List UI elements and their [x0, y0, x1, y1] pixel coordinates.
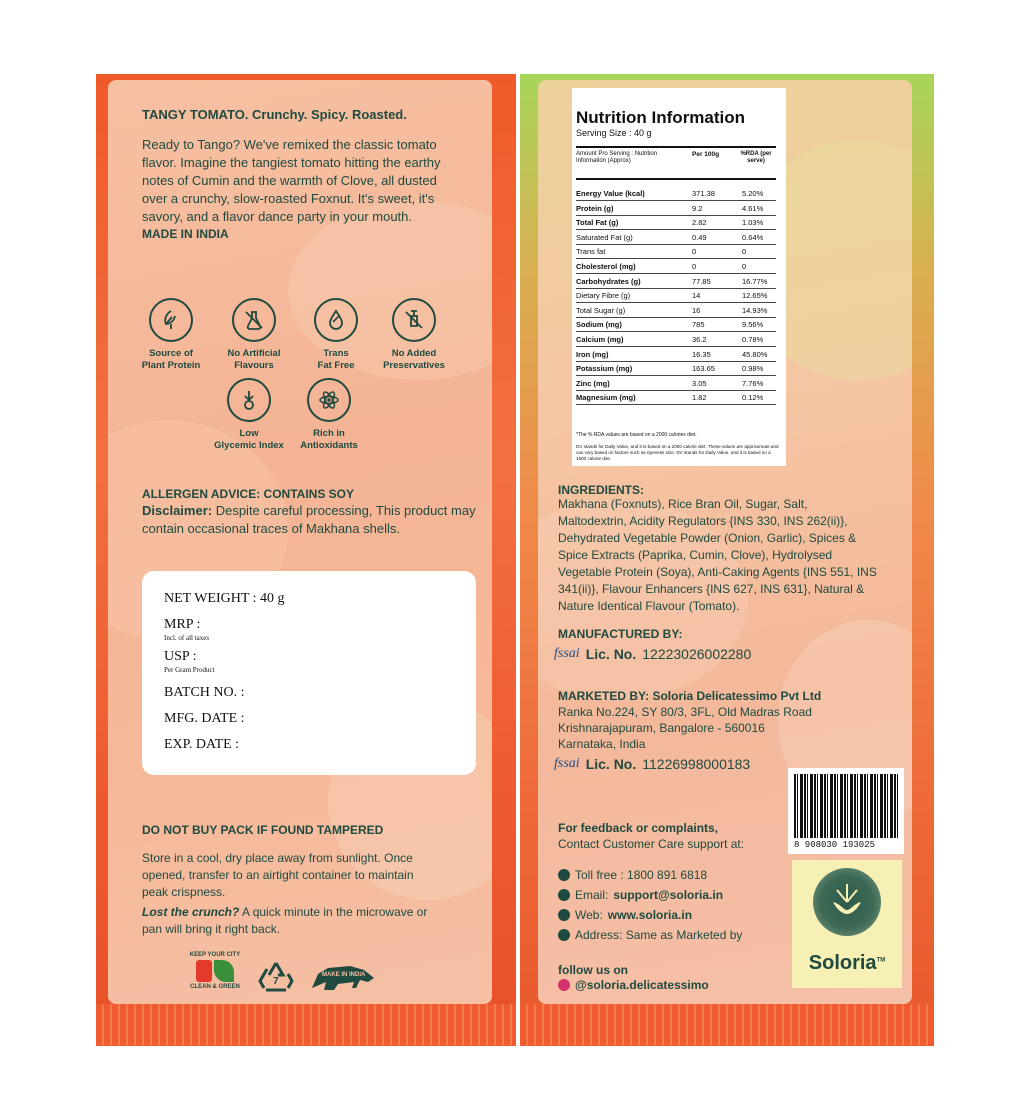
nutrition-row	[576, 230, 776, 245]
net-weight-box	[142, 571, 476, 775]
nutrient-rda: 1.03%	[742, 218, 764, 228]
feedback-line-1: For feedback or complaints,	[558, 821, 719, 835]
nutrient-name: Potassium (mg)	[576, 364, 633, 374]
phone-icon	[558, 869, 570, 881]
soloria-emblem-icon	[813, 868, 881, 936]
nutrition-row	[576, 274, 776, 289]
nutrient-rda: 45.80%	[742, 349, 768, 359]
nutrient-name: Protein (g)	[576, 203, 614, 213]
nutrient-rda: 0	[742, 247, 747, 257]
trans-fat-free-icon	[314, 298, 358, 342]
nutrition-row	[576, 244, 776, 259]
badge-no-preservatives: No Added Preservatives	[374, 298, 454, 372]
instagram-icon	[558, 979, 570, 991]
nutrition-footnote-1: *The % RDA values are based on a 2000 calories diet.	[576, 432, 697, 438]
ingredients-title: INGREDIENTS:	[558, 483, 645, 497]
disclaimer: Disclaimer: Despite careful processing, This product may contain occasional traces of Makhana shells.	[142, 503, 476, 536]
svg-text:7: 7	[273, 976, 279, 987]
instagram-row[interactable]: @soloria.delicatessimo	[558, 978, 709, 992]
clean-green-logo: KEEP YOUR CITY CLEAN & GREEN	[189, 952, 241, 990]
marketed-by: MARKETED BY: Soloria Delicatessimo Pvt Ltd	[558, 689, 822, 703]
description: Ready to Tango? We've remixed the classic tomato flavor. Imagine the tangiest tomato hitting the earthy notes of Cumin and the warmth of Clove, all dusted over a crunchy, slow-roasted Foxnut. It's sweet, it's savory, and a flavor dance party in your mouth.	[142, 137, 441, 224]
made-in-india-text: MADE IN INDIA	[142, 227, 229, 241]
nutrient-rda: 12.65%	[742, 291, 768, 301]
nutrient-rda: 0.98%	[742, 364, 764, 374]
address-row: Address: Same as Marketed by	[558, 928, 742, 942]
globe-icon	[558, 909, 570, 921]
fssai-logo: fssai	[554, 646, 580, 661]
nutrient-rda: 7.76%	[742, 378, 764, 388]
nutrition-footnote-2: DV stands for Daily Value, and it is based on a 2000 calorie diet. These values are approximate and can vary based on factors such as ripeness size. DV stands for Daily Value, and it is based on a 1500 calorie diet.	[576, 444, 779, 461]
left-card	[108, 80, 492, 1004]
nutrient-per100: 0.49	[692, 232, 707, 242]
nutrient-name: Iron (mg)	[576, 349, 609, 359]
nutrient-rda: 0	[742, 262, 747, 271]
nutrient-name: Energy Value (kcal)	[576, 189, 645, 198]
plant-protein-icon	[149, 298, 193, 342]
nutrient-name: Magnesium (mg)	[576, 393, 636, 403]
badge-trans-fat-free: Trans Fat Free	[296, 298, 376, 372]
nutrition-row	[576, 376, 776, 391]
soloria-logo-box	[792, 860, 902, 988]
nutrient-rda: 0.12%	[742, 393, 764, 403]
nutrition-row	[576, 215, 776, 230]
usp-label: USP :	[164, 649, 197, 664]
manufactured-by: MANUFACTURED BY:	[558, 627, 683, 641]
antioxidants-icon	[307, 378, 351, 422]
nutrient-rda: 4.61%	[742, 203, 764, 213]
badge-antioxidants: Rich in Antioxidants	[289, 378, 369, 452]
badge-low-glycemic: Low Glycemic Index	[209, 378, 289, 452]
nutrition-row	[576, 259, 776, 274]
nutrition-row	[576, 347, 776, 362]
fssai-license-1: fssai Lic. No. 12223026002280	[554, 646, 752, 662]
nutrient-name: Sodium (mg)	[576, 320, 622, 330]
nutrition-table	[572, 88, 786, 466]
nutrient-name: Dietary Fibre (g)	[576, 291, 631, 301]
allergen-advice: ALLERGEN ADVICE: CONTAINS SOY	[142, 487, 355, 501]
nutrition-row	[576, 361, 776, 376]
bottom-stripes	[520, 1004, 934, 1046]
serving-size: Serving Size : 40 g	[576, 128, 652, 138]
nutrient-per100: 9.2	[692, 203, 703, 213]
location-pin-icon	[558, 929, 570, 941]
no-artificial-flavours-icon	[232, 298, 276, 342]
barcode: 8 908030 193025	[788, 768, 904, 854]
nutrient-rda: 14.93%	[742, 305, 768, 315]
make-in-india-logo: MAKE IN INDIA	[308, 958, 378, 998]
nutrient-name: Total Fat (g)	[576, 218, 619, 228]
crunch-tip: Lost the crunch? A quick minute in the microwave or pan will bring it right back.	[142, 905, 428, 936]
nutrient-per100: 3.05	[692, 378, 707, 388]
badge-no-artificial-flavours: No Artificial Flavours	[214, 298, 294, 372]
storage-instructions: Store in a cool, dry place away from sunlight. Once opened, transfer to an airtight container to maintain peak crispness.	[142, 851, 414, 899]
nutrient-per100: 14	[692, 291, 701, 301]
nutrient-name: Cholesterol (mg)	[576, 262, 636, 271]
email-icon	[558, 889, 570, 901]
email-row[interactable]: Email: support@soloria.in	[558, 888, 723, 902]
nutrient-rda: 0.64%	[742, 232, 764, 242]
back-panel-left	[96, 74, 516, 1046]
nutrient-per100: 36.2	[692, 335, 707, 344]
tollfree-row: Toll free : 1800 891 6818	[558, 868, 707, 882]
nutrient-name: Total Sugar (g)	[576, 305, 626, 315]
low-glycemic-icon	[227, 378, 271, 422]
nutrient-name: Trans fat	[576, 247, 606, 257]
recycle-icon	[256, 958, 296, 998]
nutrient-per100: 163.65	[692, 364, 715, 374]
nutrient-per100: 785	[692, 320, 705, 330]
exp-date: EXP. DATE :	[164, 737, 240, 752]
nutrition-title: Nutrition Information	[576, 108, 746, 127]
nutrition-row	[576, 317, 776, 332]
address-line-1: Ranka No.224, SY 80/3, 3FL, Old Madras Road	[558, 705, 812, 719]
nutrient-per100: 2.82	[692, 218, 707, 228]
nutrient-rda: 9.56%	[742, 320, 764, 330]
ingredients: Makhana (Foxnuts), Rice Bran Oil, Sugar, Salt, Maltodextrin, Acidity Regulators {INS 330, INS 262(ii)}, Dehydrated Vegetable Powder (Onion, Garlic), Spices & Spice Extracts (Paprika, Cumin, Clove), Hydrolysed Vegetable Protein (Soya), Anti-Caking Agents {INS 551, INS 341(ii)}, Flavour Enhancers {INS 627, INS 631}, Natural & Nature Identical Flavour (Tomato).	[558, 497, 877, 613]
fssai-license-2: fssai Lic. No. 11226998000183	[554, 756, 751, 772]
back-panel-right	[520, 74, 934, 1046]
fssai-logo: fssai	[554, 756, 580, 771]
nutrient-rda: 0.78%	[742, 335, 764, 344]
batch-no: BATCH NO. :	[164, 685, 245, 700]
no-preservatives-icon	[392, 298, 436, 342]
brand-name: Soloria™	[808, 952, 886, 974]
barcode-bars	[794, 774, 898, 838]
nutrient-per100: 16.35	[692, 349, 711, 359]
nutrition-row	[576, 201, 776, 216]
nutrient-name: Saturated Fat (g)	[576, 232, 633, 242]
bottom-stripes	[96, 1004, 516, 1046]
nutrient-per100: 1.82	[692, 393, 707, 403]
nutrient-name: Carbohydrates (g)	[576, 276, 641, 286]
nutrient-per100: 77.85	[692, 276, 711, 286]
nutrition-row	[576, 303, 776, 318]
nutrient-per100: 0	[692, 262, 697, 271]
nutrition-row	[576, 288, 776, 303]
nutrition-row	[576, 390, 776, 405]
nutrient-name: Calcium (mg)	[576, 335, 624, 344]
nutrition-header: Amount Pro Serving : Nutrition Information (Approx) Per 100g %RDA (per serve)	[576, 146, 776, 180]
nutrient-per100: 0	[692, 247, 697, 257]
feedback-line-2: Contact Customer Care support at:	[558, 837, 745, 851]
tamper-warning: DO NOT BUY PACK IF FOUND TAMPERED	[142, 823, 384, 837]
net-weight: NET WEIGHT : 40 g	[164, 591, 285, 606]
nutrition-row	[576, 332, 776, 347]
nutrient-per100: 371.38	[692, 189, 715, 198]
mrp-sub: Incl. of all taxes	[164, 634, 210, 642]
address-line-3: Karnataka, India	[558, 737, 646, 751]
web-row[interactable]: Web: www.soloria.in	[558, 908, 692, 922]
nutrient-rda: 16.77%	[742, 276, 768, 286]
leaf-icon	[214, 960, 234, 982]
nutrient-name: Zinc (mg)	[576, 378, 610, 388]
usp-sub: Per Gram Product	[164, 666, 215, 674]
follow-us: follow us on	[558, 963, 628, 977]
nutrient-rda: 5.20%	[742, 189, 764, 198]
address-line-2: Krishnarajapuram, Bangalore - 560016	[558, 721, 765, 735]
dustbin-icon	[196, 960, 212, 982]
headline: TANGY TOMATO. Crunchy. Spicy. Roasted.	[142, 107, 407, 122]
badge-plant-protein: Source of Plant Protein	[131, 298, 211, 372]
mrp-label: MRP :	[164, 617, 201, 632]
nutrient-per100: 16	[692, 305, 701, 315]
mfg-date: MFG. DATE :	[164, 711, 245, 726]
nutrition-row	[576, 186, 776, 201]
